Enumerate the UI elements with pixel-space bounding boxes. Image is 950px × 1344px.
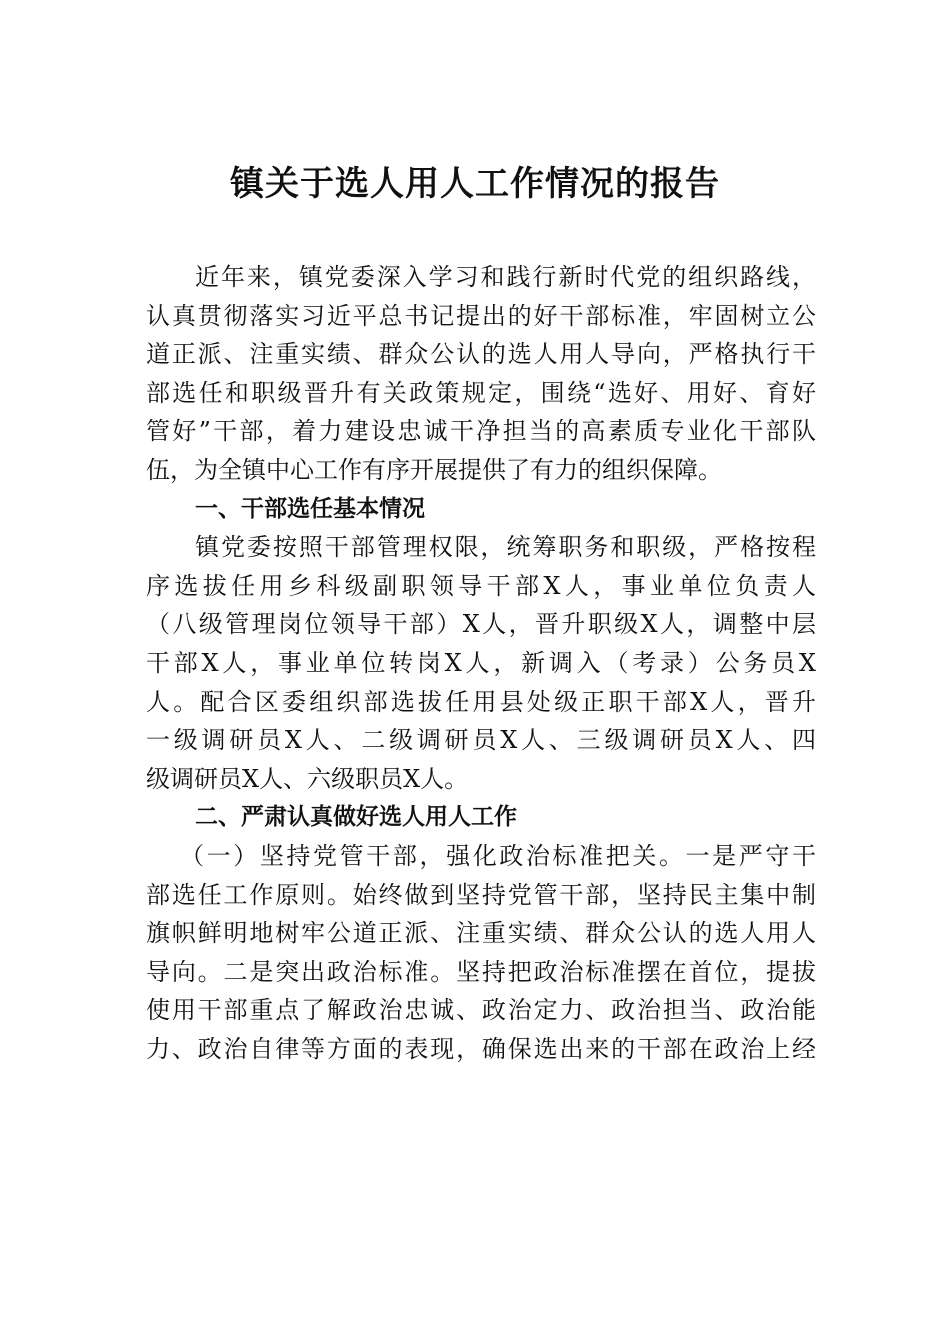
document-body: [146, 258, 816, 1068]
paragraph-line: 干部X人，事业单位转岗X人，新调入（考录）公务员X: [146, 648, 816, 677]
paragraph-line: 导向。二是突出政治标准。坚持把政治标准摆在首位，提拔: [146, 957, 816, 986]
paragraph-line: 近年来，镇党委深入学习和践行新时代党的组织路线，: [195, 263, 816, 291]
section1-paragraph: [146, 528, 816, 798]
section2-paragraph: [146, 837, 816, 1069]
paragraph-line: 部选任和职级晋升有关政策规定，围绕“选好、用好、育好: [146, 378, 816, 407]
paragraph-line: 伍，为全镇中心工作有序开展提供了有力的组织保障。: [146, 455, 722, 484]
paragraph-line: 镇党委按照干部管理权限，统筹职务和职级，严格按程: [195, 533, 816, 562]
paragraph-line: （八级管理岗位领导干部）X人，晋升职级X人，调整中层: [146, 610, 816, 639]
paragraph-line: 部选任工作原则。始终做到坚持党管干部，坚持民主集中制: [146, 880, 816, 909]
paragraph-line: 旗帜鲜明地树牢公道正派、注重实绩、群众公认的选人用人: [146, 919, 816, 948]
paragraph-line: 序选拔任用乡科级副职领导干部X人，事业单位负责人: [146, 571, 816, 600]
paragraph-line: 使用干部重点了解政治忠诚、政治定力、政治担当、政治能: [146, 996, 816, 1025]
paragraph-line: 认真贯彻落实习近平总书记提出的好干部标准，牢固树立公: [146, 301, 816, 330]
document-title: 镇关于选人用人工作情况的报告: [230, 164, 720, 204]
section-heading: 二、严肃认真做好选人用人工作: [195, 804, 517, 831]
paragraph-line: 管好”干部，着力建设忠诚干净担当的高素质专业化干部队: [146, 417, 816, 446]
section-heading: 一、干部选任基本情况: [195, 495, 425, 522]
intro-paragraph: [146, 258, 816, 490]
paragraph-line: 一级调研员X人、二级调研员X人、三级调研员X人、四: [146, 726, 816, 755]
paragraph-line: 道正派、注重实绩、群众公认的选人用人导向，严格执行干: [146, 340, 816, 369]
paragraph-line: 人。配合区委组织部选拔任用县处级正职干部X人，晋升: [146, 687, 816, 716]
paragraph-line: （一）坚持党管干部，强化政治标准把关。一是严守干: [180, 841, 816, 870]
paragraph-line: 力、政治自律等方面的表现，确保选出来的干部在政治上经: [146, 1034, 816, 1063]
paragraph-line: 级调研员X人、六级职员X人。: [146, 764, 469, 793]
